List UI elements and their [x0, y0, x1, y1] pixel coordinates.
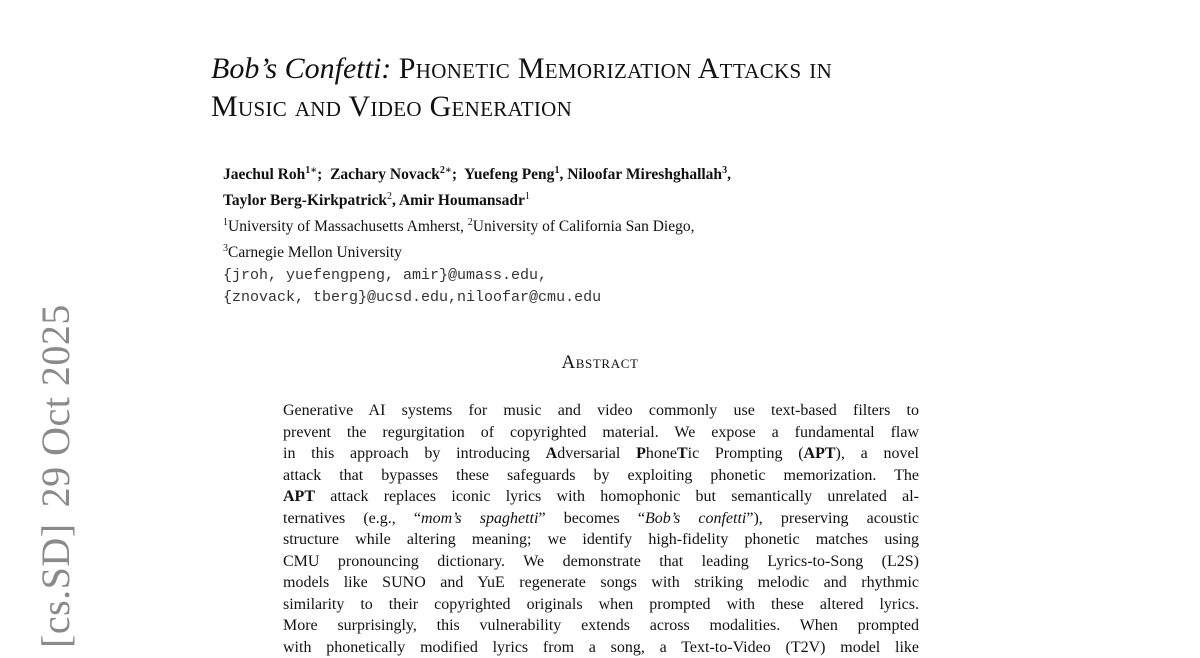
author-name: Amir Houmansadr [399, 192, 525, 209]
author-line-1: Jaechul Roh$^{1∗}$; Zachary Novack$^{2∗}$; Yuefeng Peng$^1$, Niloofar Mireshghallah$^3$, [223, 160, 983, 186]
title-line1: Phonetic Memorization Attacks in [399, 52, 832, 85]
affiliation-ucsd: University of California San Diego, [473, 218, 695, 235]
email-cmu: niloofar@cmu.edu [457, 289, 601, 306]
abstract-line: Generative AI systems for music and video commonly use text-based filters to [283, 400, 919, 422]
abstract-heading: Abstract [0, 352, 1200, 374]
abstract-line: ternatives (e.g., “mom’s spaghetti” becomes “Bob’s confetti”), preserving acoustic [283, 508, 919, 530]
author-name: Jaechul Roh [223, 166, 305, 183]
title-line2: Music and Video Generation [211, 90, 572, 123]
affiliation-umass: University of Massachusetts Amherst, [228, 218, 464, 235]
abstract-line: in this approach by introducing Adversarial PhoneTic Prompting (APT), a novel [283, 443, 919, 465]
affiliation-sup: 3 [223, 243, 228, 254]
author-sup: 2 [387, 191, 392, 202]
author-name: Niloofar Mireshghallah [567, 166, 722, 183]
arxiv-date: 29 Oct 2025 [36, 304, 76, 507]
abstract-line: CMU pronouncing dictionary. We demonstrate that leading Lyrics-to-Song (L2S) [283, 551, 919, 573]
author-name: Yuefeng Peng [464, 166, 554, 183]
author-block [223, 160, 983, 309]
affiliation-sup: 1 [223, 217, 228, 228]
email-line-2 [223, 287, 983, 309]
author-name: Taylor Berg-Kirkpatrick [223, 192, 387, 209]
affiliation-line-1 [223, 212, 983, 238]
abstract-body [283, 400, 919, 658]
affiliation-cmu: Carnegie Mellon University [228, 245, 402, 262]
title-italic-part: Bob’s Confetti: [211, 52, 391, 85]
affiliation-sup: 2 [468, 217, 473, 228]
email-line-1: {jroh, yuefengpeng, amir}@umass.edu, [223, 265, 983, 287]
author-sup: 1 [305, 165, 310, 176]
affiliation-line-2 [223, 238, 983, 264]
author-line-2: Taylor Berg-Kirkpatrick$^2$, Amir Houmansadr$^1$ [223, 186, 983, 212]
abstract-line: models like SUNO and YuE regenerate songs with striking melodic and rhythmic [283, 572, 919, 594]
arxiv-category: [cs.SD] [36, 523, 76, 648]
paper-title [211, 50, 1071, 126]
abstract-line: similarity to their copyrighted originals when prompted with these altered lyrics. [283, 594, 919, 616]
abstract-line: attack that bypasses these safeguards by exploiting phonetic memorization. The [283, 465, 919, 487]
equal-contrib-mark: ∗ [310, 165, 317, 176]
abstract-line: prevent the regurgitation of copyrighted material. We expose a fundamental flaw [283, 422, 919, 444]
abstract-line: More surprisingly, this vulnerability extends across modalities. When prompted [283, 615, 919, 637]
abstract-line: with phonetically modified lyrics from a song, a Text-to-Video (T2V) model like [283, 637, 919, 658]
equal-contrib-mark: ∗ [445, 165, 452, 176]
abstract-line: APT attack replaces iconic lyrics with homophonic but semantically unrelated al- [283, 486, 919, 508]
arxiv-stamp [30, 330, 70, 648]
author-sup: 3 [722, 165, 727, 176]
author-name: Zachary Novack [330, 166, 440, 183]
abstract-line: structure while altering meaning; we identify high-fidelity phonetic matches using [283, 529, 919, 551]
author-sup: 1 [525, 191, 530, 202]
author-sup: 2 [440, 165, 445, 176]
email-ucsd: {znovack, tberg}@ucsd.edu, [223, 289, 457, 306]
author-sup: 1 [554, 165, 559, 176]
